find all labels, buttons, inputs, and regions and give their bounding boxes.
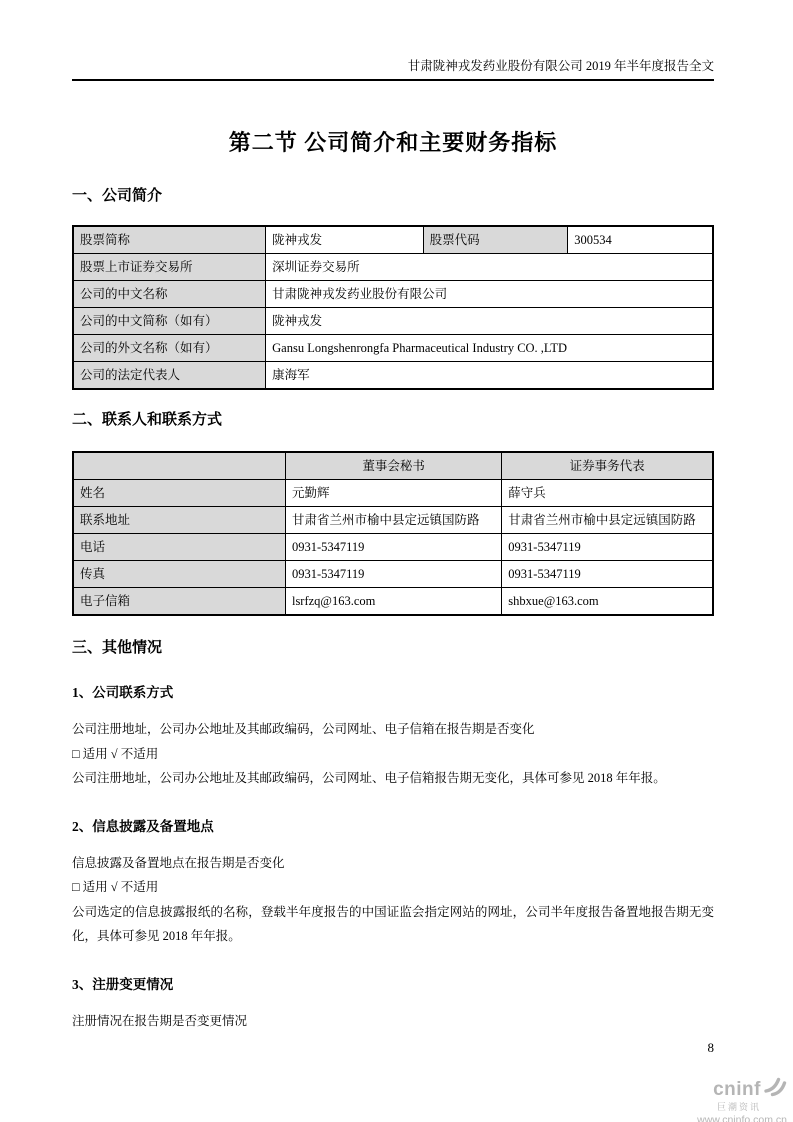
- secretary-address: 甘肃省兰州市榆中县定远镇国防路: [285, 507, 501, 534]
- contact-fax-label: 传真: [73, 561, 285, 588]
- cninfo-logo: [697, 1076, 787, 1122]
- page-number: 8: [707, 1040, 714, 1055]
- table-row: [73, 588, 713, 616]
- cninfo-brand-url: www.cninfo.com.cn: [697, 1114, 787, 1122]
- stock-short-name-label: 股票简称: [73, 226, 266, 254]
- column-header-securities-representative: 证券事务代表: [502, 452, 713, 480]
- contact-method-answer: 公司注册地址，公司办公地址及其邮政编码，公司网址、电子信箱报告期无变化，具体可参见 2018 年年报。: [72, 771, 666, 785]
- section-heading-company-profile: 一、公司简介: [72, 188, 163, 204]
- table-row: [73, 254, 713, 281]
- cninfo-brand-cn: 巨潮资讯: [716, 1102, 761, 1112]
- disclosure-location-paragraphs: [72, 851, 714, 949]
- subsection-heading-disclosure-location: 2、信息披露及备置地点: [72, 818, 214, 834]
- table-row: [73, 561, 713, 588]
- contacts-empty-header-cell: [73, 452, 285, 480]
- representative-phone: 0931-5347119: [502, 534, 713, 561]
- listing-exchange-label: 股票上市证券交易所: [73, 254, 266, 281]
- contact-method-paragraphs: [72, 717, 714, 791]
- company-en-name-value: Gansu Longshenrongfa Pharmaceutical Industry CO. ,LTD: [266, 335, 713, 362]
- representative-email: shbxue@163.com: [502, 588, 713, 616]
- section-heading-contacts: 二、联系人和联系方式: [72, 412, 223, 428]
- table-row: [73, 534, 713, 561]
- stock-code-label: 股票代码: [423, 226, 568, 254]
- contact-method-applicability: □ 适用 √ 不适用: [72, 746, 159, 761]
- disclosure-location-question: 信息披露及备置地点在报告期是否变化: [72, 855, 285, 870]
- secretary-fax: 0931-5347119: [285, 561, 501, 588]
- cninfo-brand-row: [697, 1076, 787, 1102]
- legal-representative-label: 公司的法定代表人: [73, 362, 266, 390]
- secretary-phone: 0931-5347119: [285, 534, 501, 561]
- table-row: [73, 308, 713, 335]
- table-row: [73, 507, 713, 534]
- contact-method-question: 公司注册地址，公司办公地址及其邮政编码，公司网址、电子信箱在报告期是否变化: [72, 722, 535, 736]
- stock-short-name-value: 陇神戎发: [266, 226, 423, 254]
- company-profile-table: [72, 225, 714, 390]
- legal-representative-value: 康海军: [266, 362, 713, 390]
- disclosure-location-answer: 公司选定的信息披露报纸的名称，登载半年度报告的中国证监会指定网站的网址，公司半年度报告备置地报告期无变化，具体可参见 2018 年年报。: [72, 904, 714, 943]
- company-cn-short-value: 陇神戎发: [266, 308, 713, 335]
- table-row: [73, 281, 713, 308]
- table-header-row: [73, 452, 713, 480]
- registration-change-paragraphs: [72, 1009, 714, 1034]
- contacts-table: [72, 451, 714, 616]
- company-cn-short-label: 公司的中文简称（如有）: [73, 308, 266, 335]
- secretary-name: 元勤辉: [285, 480, 501, 507]
- contact-phone-label: 电话: [73, 534, 285, 561]
- section-heading-other: 三、其他情况: [72, 640, 163, 656]
- representative-address: 甘肃省兰州市榆中县定远镇国防路: [502, 507, 713, 534]
- contact-email-label: 电子信箱: [73, 588, 285, 616]
- subsection-heading-registration-change: 3、注册变更情况: [72, 976, 174, 992]
- company-en-name-label: 公司的外文名称（如有）: [73, 335, 266, 362]
- table-row: [73, 362, 713, 390]
- company-cn-name-value: 甘肃陇神戎发药业股份有限公司: [266, 281, 713, 308]
- table-row: [73, 335, 713, 362]
- table-row: [73, 226, 713, 254]
- disclosure-location-applicability: □ 适用 √ 不适用: [72, 880, 159, 894]
- subsection-heading-contact-method: 1、公司联系方式: [72, 685, 174, 700]
- column-header-board-secretary: 董事会秘书: [285, 452, 501, 480]
- page-title: 第二节 公司简介和主要财务指标: [228, 130, 558, 155]
- contact-name-label: 姓名: [73, 480, 285, 507]
- registration-change-question: 注册情况在报告期是否变更情况: [72, 1013, 248, 1028]
- running-header-text: 甘肃陇神戎发药业股份有限公司 2019 年半年度报告全文: [407, 59, 714, 73]
- cninfo-brand-text: cninf: [713, 1078, 761, 1100]
- company-cn-name-label: 公司的中文名称: [73, 281, 266, 308]
- table-row: [73, 480, 713, 507]
- stock-code-value: 300534: [568, 226, 713, 254]
- listing-exchange-value: 深圳证券交易所: [266, 254, 713, 281]
- representative-name: 薛守兵: [502, 480, 713, 507]
- secretary-email: lsrfzq@163.com: [285, 588, 501, 616]
- contact-address-label: 联系地址: [73, 507, 285, 534]
- representative-fax: 0931-5347119: [502, 561, 713, 588]
- running-header: [72, 0, 714, 81]
- cninfo-swirl-icon: [763, 1076, 787, 1102]
